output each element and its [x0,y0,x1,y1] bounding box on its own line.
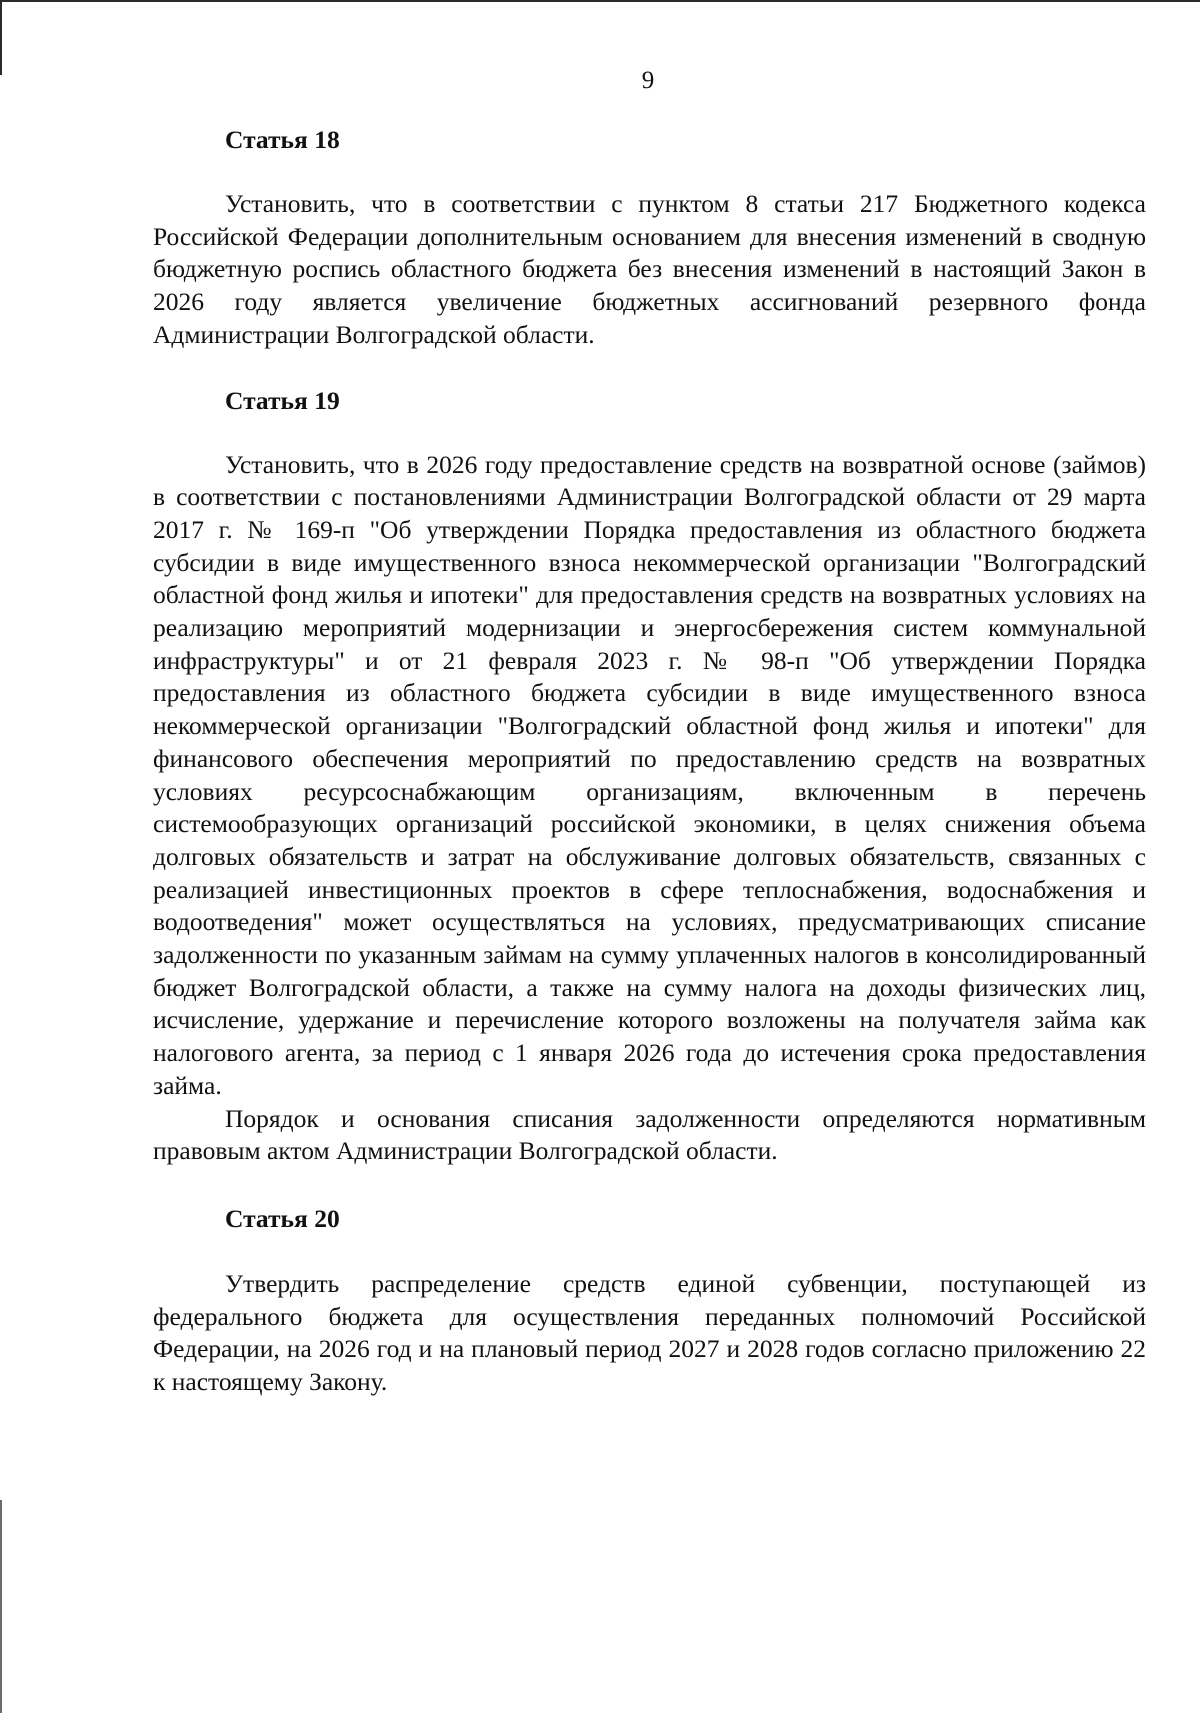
article-19-heading: Статья 19 [225,385,340,415]
page-number: 9 [641,67,655,94]
article-20 [153,1203,1146,1399]
article-20-heading: Статья 20 [225,1203,340,1233]
article-19-paragraph-2: Порядок и основания списания задолженности определяются нормативным правовым актом Администрации Волгоградской области. [153,1103,1146,1166]
article-18 [153,124,1146,352]
document-body [153,111,1146,1399]
article-18-heading: Статья 18 [225,125,340,154]
article-20-paragraph: Утвердить распределение средств единой субвенции, поступающей из федерального бюджета для осуществления переданных полномочий Российской Федерации, на 2026 год и на плановый период 2027 и 2028 годов согласно приложению 22 к настоящему Закону. [153,1268,1146,1397]
scan-edge-top [0,0,1200,2]
article-19-paragraph-1: Установить, что в 2026 году предоставление средств на возвратной основе (займов) в соответствии с постановлениями Администрации Волгоградской области от 29 марта 2017 г. № 169-п "Об утверждении Порядка предоставления из областного бюджета субсидии в виде имущественного взноса некоммерческой организации "Волгоградский областной фонд жилья и ипотеки" для предоставления средств на возвратных условиях на реализацию мероприятий модернизации и энергосбережения систем коммунальной инфраструктуры" и от 21 февраля 2023 г. № 98-п "Об утверждении Порядка предоставления из областного бюджета субсидии в виде имущественного взноса некоммерческой организации "Волгоградский областной фонд жилья и ипотеки" для финансового обеспечения мероприятий по предоставлению средств на возвратных условиях ресурсоснабжающим организациям, включенным в перечень системообразующих организаций российской экономики, в целях снижения объема долговых обязательств и затрат на обслуживание долговых обязательств, связанных с реализацией инвестиционных проектов в сфере теплоснабжения, водоснабжения и водоотведения" может осуществляться на условиях, предусматривающих списание задолженности по указанным займам на сумму уплаченных налогов в консолидированный бюджет Волгоградской области, а также на сумму налога на доходы физических лиц, исчисление, удержание и перечисление которого возложены на получателя займа как налогового агента, за период с 1 января 2026 года до истечения срока предоставления займа. [153,449,1146,1100]
scan-edge-left [0,0,2,1713]
article-19 [153,385,1146,1168]
article-18-paragraph: Установить, что в соответствии с пунктом 8 статьи 217 Бюджетного кодекса Российской Федерации дополнительным основанием для внесения изменений в сводную бюджетную роспись областного бюджета без внесения изменений в настоящий Закон в 2026 году является увеличение бюджетных ассигнований резервного фонда Администрации Волгоградской области. [153,189,1146,349]
